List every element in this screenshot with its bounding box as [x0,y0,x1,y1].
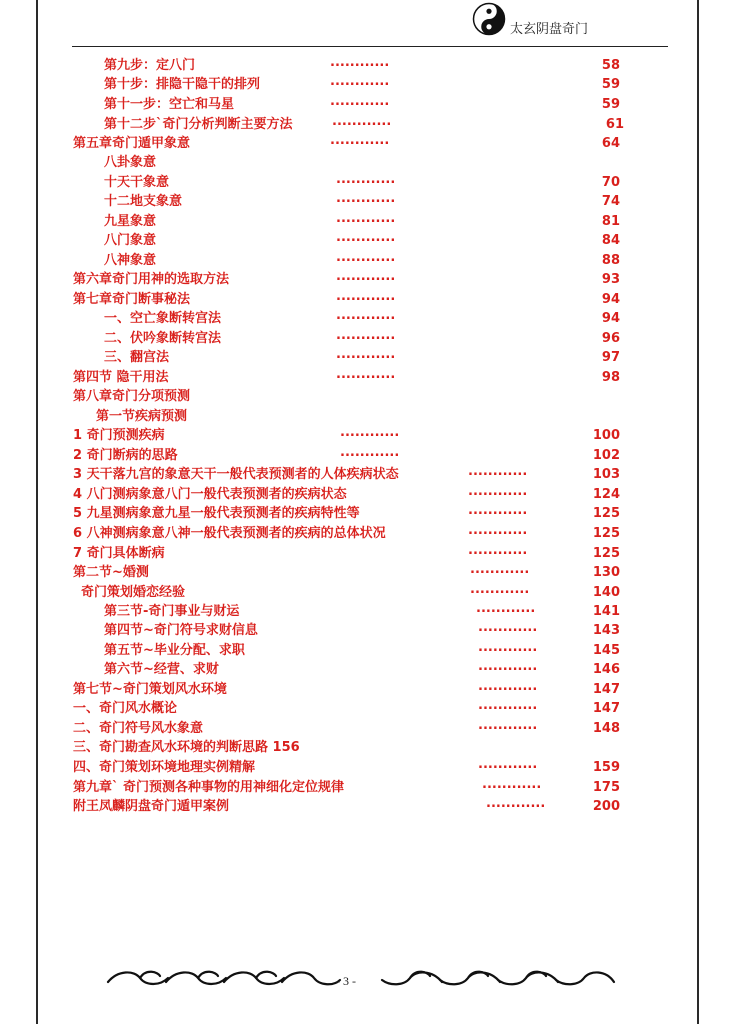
toc-entry-label: 三、奇门勘查风水环境的判断思路 156 [73,740,300,755]
toc-entry-page: 146 [592,662,620,677]
toc-entry-label: 第九章` 奇门预测各种事物的用神细化定位规律 [73,780,345,795]
toc-entry-page: 59 [601,97,620,112]
toc-entry-label: 第二节~婚测 [73,565,149,580]
toc-entry-page: 125 [592,506,620,521]
toc-entry-leader: ............ [486,796,546,811]
toc-entry-leader: ............ [336,367,396,382]
toc-entry-leader: ............ [470,562,530,577]
toc-entry-page: 81 [601,214,620,229]
toc-entry-page: 130 [592,565,620,580]
toc-entry-label: 第七章奇门断事秘法 [73,292,191,307]
toc-entry-page: 141 [592,604,620,619]
toc-entry-page: 64 [601,136,620,151]
toc-entry-page: 59 [601,77,620,92]
toc-entry-leader: ............ [340,425,400,440]
toc-entry-leader: ............ [340,445,400,460]
toc-entry-leader: ............ [478,757,538,772]
toc-entry-leader: ............ [478,659,538,674]
toc-entry-label: 二、奇门符号风水象意 [73,721,204,736]
toc-entry-leader: ............ [336,211,396,226]
toc-entry-label: 奇门策划婚恋经验 [81,585,186,600]
toc-entry-leader: ............ [336,172,396,187]
toc-entry-page: 96 [601,331,620,346]
toc-entry-page: 94 [601,292,620,307]
toc-entry-label: 九星象意 [104,214,157,229]
toc-entry-page: 125 [592,526,620,541]
toc-entry-page: 140 [592,585,620,600]
page-number: - 3 - [336,974,356,988]
toc-entry-label: 第三节-奇门事业与财运 [104,604,240,619]
toc-entry-leader: ............ [336,269,396,284]
toc-entry-page: 200 [592,799,620,814]
toc-entry-leader: ............ [336,250,396,265]
toc-entry-page: 58 [601,58,620,73]
toc-entry-leader: ............ [330,133,390,148]
toc-entry-page: 159 [592,760,620,775]
toc-entry-leader: ............ [336,289,396,304]
toc-entry-leader: ............ [468,464,528,479]
toc-entry-label: 十天干象意 [104,175,170,190]
toc-entry-label: 四、奇门策划环境地理实例精解 [73,760,256,775]
toc-entry-label: 第六章奇门用神的选取方法 [73,272,230,287]
toc-entry-page: 94 [601,311,620,326]
toc-entry-label: 十二地支象意 [104,194,183,209]
toc-entry-leader: ............ [468,543,528,558]
toc-entry-page: 145 [592,643,620,658]
toc-entry-label: 一、空亡象断转宫法 [104,311,222,326]
toc-entry-leader: ............ [478,698,538,713]
toc-entry-page: 175 [592,780,620,795]
toc-entry-leader: ............ [478,620,538,635]
toc-entry-label: 4 八门测病象意八门一般代表预测者的疾病状态 [73,487,347,502]
toc-entry-label: 一、奇门风水概论 [73,701,178,716]
toc-entry-label: 第六节~经营、求财 [104,662,219,677]
toc-entry-leader: ............ [478,679,538,694]
toc-entry-leader: ............ [336,328,396,343]
toc-entry-label: 第五节~毕业分配、求职 [104,643,245,658]
toc-entry-label: 7 奇门具体断病 [73,546,165,561]
toc-entry-page: 125 [592,546,620,561]
toc-entry-leader: ............ [330,74,390,89]
toc-entry-page: 93 [601,272,620,287]
header-rule [72,46,668,47]
toc-entry-label: 第九步：定八门 [104,58,196,73]
toc-entry-label: 第八章奇门分项预测 [73,389,191,404]
toc-entry-page: 98 [601,370,620,385]
toc-entry-leader: ............ [336,308,396,323]
page-border-left [36,0,38,1024]
toc-entry-leader: ............ [330,94,390,109]
toc-entry-leader: ............ [468,503,528,518]
toc-entry-page: 147 [592,682,620,697]
toc-entry-label: 6 八神测病象意八神一般代表预测者的疾病的总体状况 [73,526,386,541]
toc-entry-leader: ............ [470,582,530,597]
toc-entry-label: 八神象意 [104,253,157,268]
toc-entry-page: 102 [592,448,620,463]
toc-entry-label: 二、伏吟象断转宫法 [104,331,222,346]
yin-yang-icon [472,2,506,36]
toc-entry-page: 84 [601,233,620,248]
toc-entry-label: 3 天干落九宫的象意天干一般代表预测者的人体疾病状态 [73,467,399,482]
toc-entry-page: 147 [592,701,620,716]
toc-entry-leader: ............ [330,55,390,70]
toc-entry-leader: ............ [336,347,396,362]
toc-entry-leader: ............ [482,777,542,792]
toc-entry-leader: ............ [478,718,538,733]
toc-entry-label: 第七节~奇门策划风水环境 [73,682,227,697]
toc-entry-label: 5 九星测病象意九星一般代表预测者的疾病特性等 [73,506,360,521]
toc-entry-page: 70 [601,175,620,190]
toc-entry-label: 第一节疾病预测 [96,409,188,424]
toc-entry-leader: ............ [336,230,396,245]
toc-entry-leader: ............ [336,191,396,206]
toc-entry-page: 74 [601,194,620,209]
toc-entry-label: 1 奇门预测疾病 [73,428,165,443]
toc-entry-label: 第五章奇门遁甲象意 [73,136,191,151]
toc-entry-leader: ............ [332,114,392,129]
toc-entry-label: 第四节 隐干用法 [73,370,169,385]
toc-entry-leader: ............ [468,484,528,499]
toc-entry-label: 第十步：排隐干隐干的排列 [104,77,261,92]
toc-entry-page: 97 [601,350,620,365]
toc-entry-label: 第十一步：空亡和马星 [104,97,235,112]
toc-entry-leader: ............ [476,601,536,616]
toc-entry-page: 88 [601,253,620,268]
toc-entry-label: 八门象意 [104,233,157,248]
header-title: 太玄阴盘奇门 [510,22,589,37]
toc-entry-label: 2 奇门断病的思路 [73,448,178,463]
scroll-ornament-icon [100,962,620,1002]
toc-entry-leader: ............ [468,523,528,538]
page-border-right [697,0,699,1024]
toc-entry-leader: ............ [478,640,538,655]
toc-entry-label: 八卦象意 [104,155,157,170]
toc-entry-page: 143 [592,623,620,638]
toc-entry-page: 124 [592,487,620,502]
toc-entry-label: 第四节~奇门符号求财信息 [104,623,258,638]
toc-entry-page: 148 [592,721,620,736]
toc-entry-page: 61 [605,117,624,132]
toc-entry-label: 第十二步`奇门分析判断主要方法 [104,117,293,132]
toc-entry-page: 103 [592,467,620,482]
toc-entry-page: 100 [592,428,620,443]
toc-entry-label: 三、翻宫法 [104,350,170,365]
toc-entry-label: 附王凤麟阴盘奇门遁甲案例 [73,799,230,814]
